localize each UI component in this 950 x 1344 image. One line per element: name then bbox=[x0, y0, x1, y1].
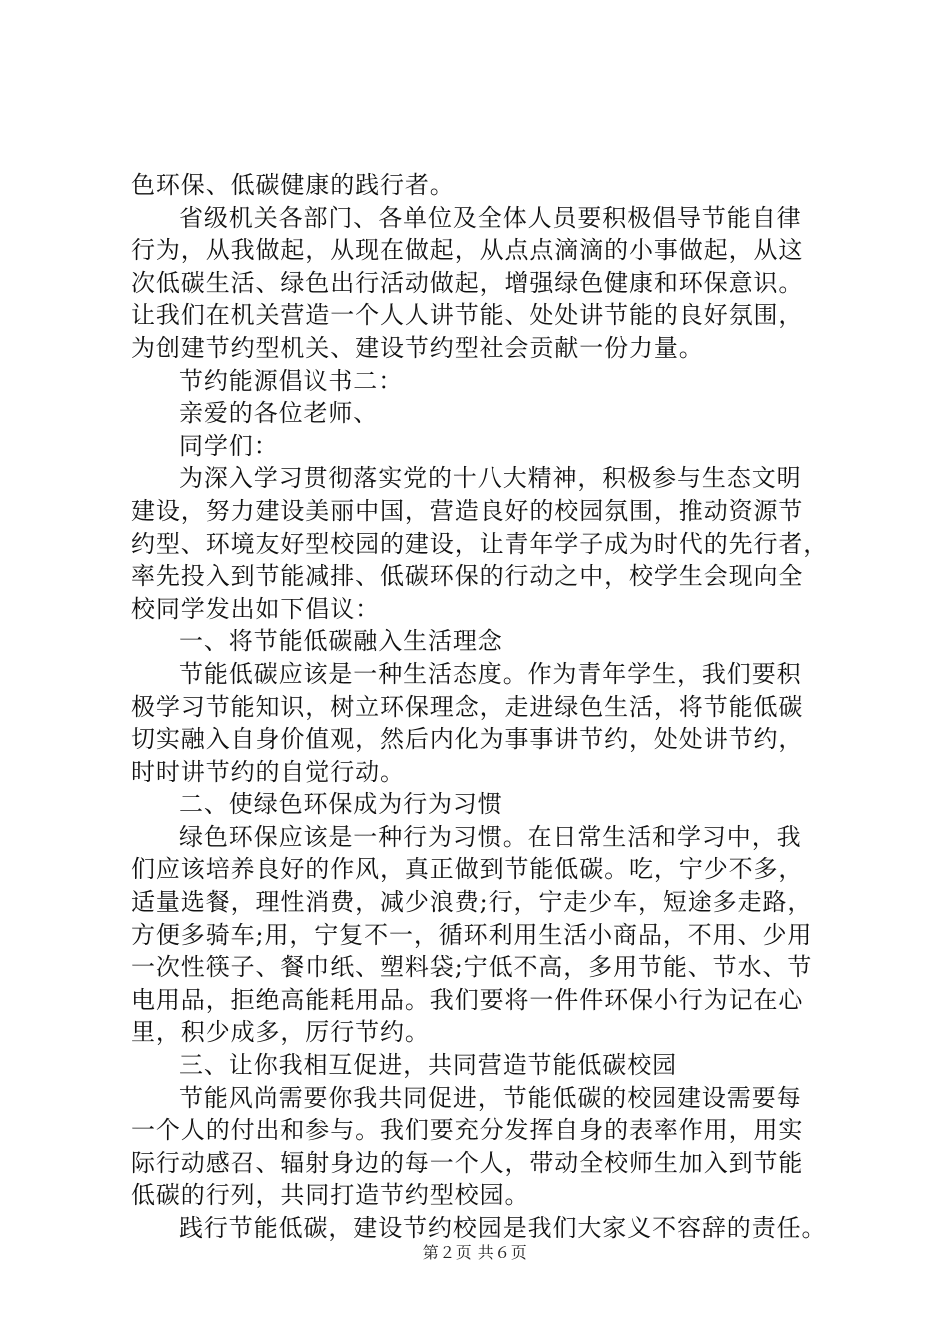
text-line: 校同学发出如下倡议： bbox=[131, 594, 380, 623]
text-line: 极学习节能知识，树立环保理念，走进绿色生活，将节能低碳 bbox=[131, 692, 804, 721]
text-line: 约型、环境友好型校园的建设，让青年学子成为时代的先行者， bbox=[131, 529, 829, 558]
text-line: 时时讲节约的自觉行动。 bbox=[131, 757, 405, 786]
paragraph-start-line: 绿色环保应该是一种行为习惯。在日常生活和学习中，我 bbox=[179, 822, 802, 851]
paragraph-start-line: 为深入学习贯彻落实党的十八大精神，积极参与生态文明 bbox=[179, 464, 802, 493]
text-line: 率先投入到节能减排、低碳环保的行动之中，校学生会现向全 bbox=[131, 562, 804, 591]
section-heading: 三、让你我相互促进，共同营造节能低碳校园 bbox=[179, 1051, 677, 1080]
salutation-line: 同学们： bbox=[179, 431, 279, 460]
section-title: 节约能源倡议书二： bbox=[179, 366, 404, 395]
paragraph-start-line: 节能低碳应该是一种生活态度。作为青年学生，我们要积 bbox=[179, 659, 802, 688]
paragraph-start-line: 省级机关各部门、各单位及全体人员要积极倡导节能自律 bbox=[179, 203, 802, 232]
document-body bbox=[131, 169, 831, 1245]
paragraph-start-line: 践行节能低碳，建设节约校园是我们大家义不容辞的责任。 bbox=[179, 1214, 827, 1242]
text-line: 适量选餐，理性消费，减少浪费;行，宁走少车，短途多走路， bbox=[131, 888, 813, 917]
section-heading: 二、使绿色环保成为行为习惯 bbox=[179, 790, 503, 819]
text-line: 行为，从我做起，从现在做起，从点点滴滴的小事做起，从这 bbox=[131, 236, 804, 265]
text-line: 低碳的行列，共同打造节约型校园。 bbox=[131, 1181, 530, 1210]
text-line: 方便多骑车;用，宁复不一，循环利用生活小商品，不用、少用 bbox=[131, 920, 813, 949]
text-line: 让我们在机关营造一个人人讲节能、处处讲节能的良好氛围， bbox=[131, 301, 804, 330]
text-line: 为创建节约型机关、建设节约型社会贡献一份力量。 bbox=[131, 333, 704, 362]
text-line: 建设，努力建设美丽中国，营造良好的校园氛围，推动资源节 bbox=[131, 496, 804, 525]
section-heading: 一、将节能低碳融入生活理念 bbox=[179, 627, 503, 656]
text-line: 次低碳生活、绿色出行活动做起，增强绿色健康和环保意识。 bbox=[131, 268, 804, 297]
text-line: 一个人的付出和参与。我们要充分发挥自身的表率作用，用实 bbox=[131, 1116, 804, 1145]
text-line: 际行动感召、辐射身边的每一个人，带动全校师生加入到节能 bbox=[131, 1148, 804, 1177]
text-line: 色环保、低碳健康的践行者。 bbox=[131, 171, 455, 199]
salutation-line: 亲爱的各位老师、 bbox=[179, 399, 379, 428]
text-line: 电用品，拒绝高能耗用品。我们要将一件件环保小行为记在心 bbox=[131, 985, 804, 1014]
text-line: 切实融入自身价值观，然后内化为事事讲节约，处处讲节约， bbox=[131, 725, 804, 754]
text-line: 一次性筷子、餐巾纸、塑料袋;宁低不高，多用节能、节水、节 bbox=[131, 953, 813, 982]
page-number-footer: 第２页 共６页 bbox=[422, 1243, 528, 1262]
paragraph-start-line: 节能风尚需要你我共同促进，节能低碳的校园建设需要每 bbox=[179, 1083, 802, 1112]
text-line: 里，积少成多，厉行节约。 bbox=[131, 1018, 430, 1047]
text-line: 们应该培养良好的作风，真正做到节能低碳。吃，宁少不多， bbox=[131, 855, 804, 884]
